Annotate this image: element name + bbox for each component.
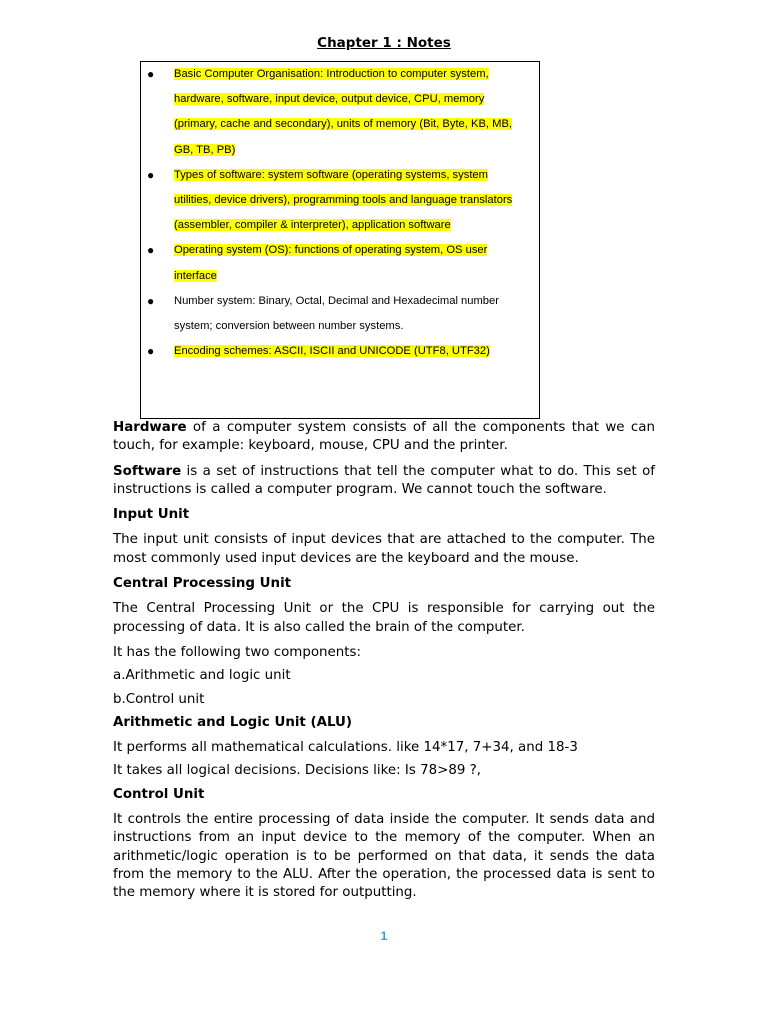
hardware-definition: of a computer system consists of all the components that we can touch, for example: keyboard, mouse, CPU and the printer. [113, 420, 655, 454]
software-paragraph [113, 463, 655, 500]
bullet-icon: ● [147, 167, 155, 182]
input-unit-paragraph: The input unit consists of input devices that are attached to the computer. The most commonly used input devices are the keyboard and the mouse. [113, 532, 655, 566]
alu-heading: Arithmetic and Logic Unit (ALU) [113, 714, 353, 730]
bullet-icon: ● [147, 344, 155, 359]
topic-text: Number system: Binary, Octal, Decimal and Hexadecimal number system; conversion between number systems. [174, 294, 499, 333]
chapter-title: Chapter 1 : Notes [317, 35, 451, 51]
topic-item [141, 163, 539, 239]
bullet-icon: ● [147, 243, 155, 258]
input-unit-heading: Input Unit [113, 507, 190, 523]
alu-line-1: It performs all mathematical calculations. like 14*17, 7+34, and 18-3 [113, 740, 578, 756]
cpu-component-b: b.Control unit [113, 691, 205, 707]
bullet-icon: ● [147, 293, 155, 308]
topic-text: Operating system (OS): functions of operating system, OS user interface [174, 244, 488, 282]
topic-item [141, 62, 539, 163]
cpu-component-a: a.Arithmetic and logic unit [113, 668, 291, 684]
control-unit-paragraph: It controls the entire processing of data inside the computer. It sends data and instructions from an input device to the memory of the computer. When an arithmetic/logic operation is to be performed on that data, it sends the data from the memory to the ALU. After the operation, the processed data is sent to the memory where it is stored for outputting. [113, 812, 655, 901]
notes-body [113, 419, 655, 910]
topic-item [141, 238, 539, 288]
topic-item [141, 339, 539, 364]
hardware-paragraph [113, 419, 655, 456]
topic-text: Encoding schemes: ASCII, ISCII and UNICODE (UTF8, UTF32) [174, 345, 490, 358]
control-unit-heading: Control Unit [113, 786, 205, 802]
hardware-term: Hardware [113, 420, 187, 435]
software-definition: is a set of instructions that tell the computer what to do. This set of instructions is called a computer program. We cannot touch the software. [113, 463, 655, 497]
alu-line-2: It takes all logical decisions. Decisions like: Is 78>89 ?, [113, 763, 481, 779]
syllabus-topics-box [140, 61, 540, 419]
cpu-heading: Central Processing Unit [113, 576, 292, 592]
cpu-paragraph: The Central Processing Unit or the CPU is responsible for carrying out the processing of data. It is also called the brain of the computer. [113, 601, 655, 635]
cpu-components-intro: It has the following two components: [113, 644, 361, 660]
page-number: 1 [380, 929, 388, 943]
bullet-icon: ● [147, 67, 155, 81]
topic-text: Basic Computer Organisation: Introduction to computer system, hardware, software, input device, output device, CPU, memory (primary, cache and secondary), units of memory (Bit, Byte, KB, MB, GB, TB, PB) [174, 68, 513, 156]
software-term: Software [113, 463, 182, 479]
topic-item [141, 289, 539, 339]
syllabus-topics-list [141, 62, 539, 364]
topic-text: Types of software: system software (operating systems, system utilities, device drivers), programming tools and language translators (assembler, compiler & interpreter), application software [174, 168, 513, 232]
